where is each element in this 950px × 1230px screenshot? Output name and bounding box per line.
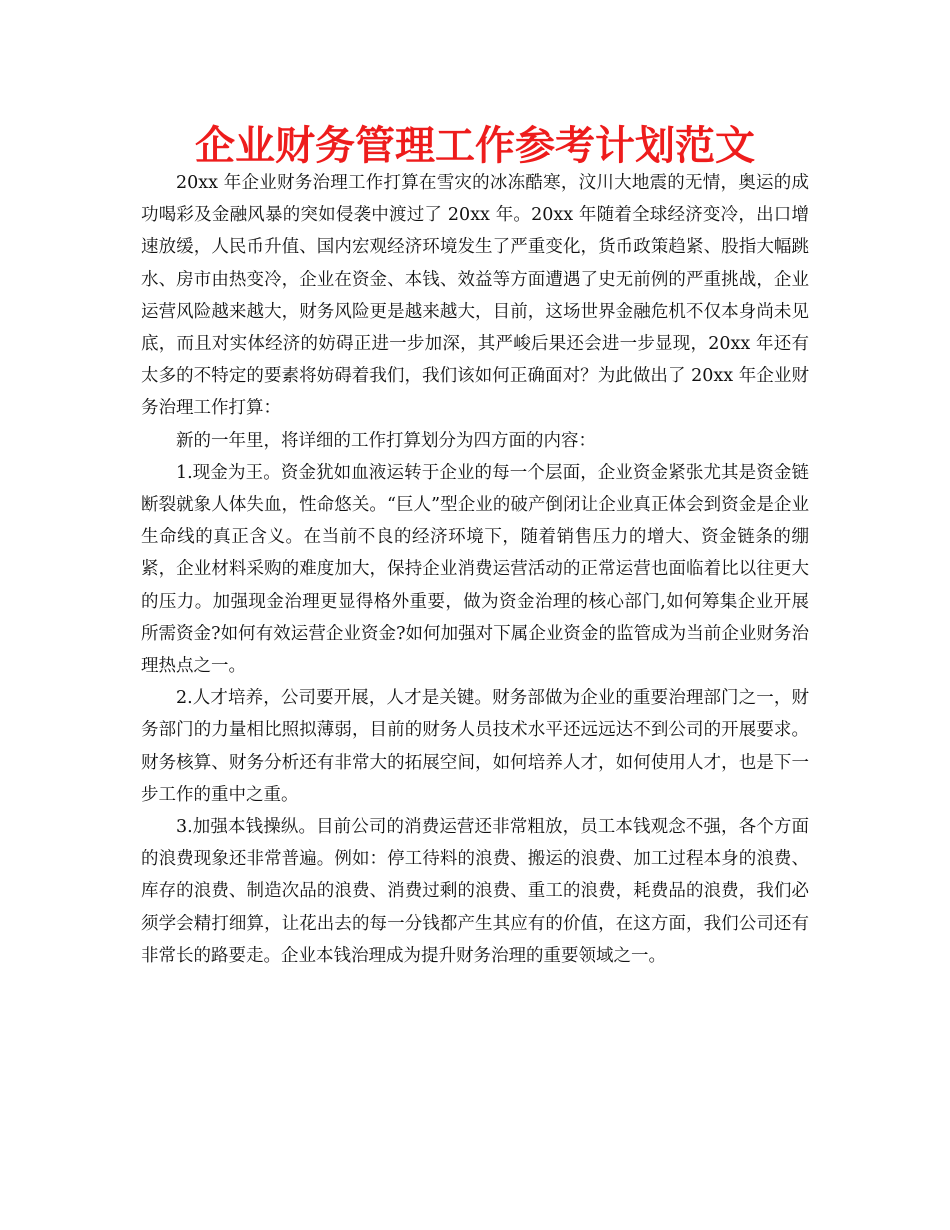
paragraph-overview: 新的一年里，将详细的工作打算划分为四方面的内容：: [176, 430, 596, 451]
document-title: 企业财务管理工作参考计划范文: [195, 123, 755, 169]
paragraph-intro: 20xx 年企业财务治理工作打算在雪灾的冰冻酷寒，汶川大地震的无情，奥运的成功喝彩及金融风暴的突如侵袭中渡过了 20xx 年。20xx 年随着全球经济变冷，出口增速放缓，人民币升值、国内宏观经济环境发生了严重变化，货币政策趋紧、股指大幅跳水、房市由热变冷，企业在资金、本钱、效益等方面遭遇了史无前例的严重挑战，企业运营风险越来越大，财务风险更是越来越大，目前，这场世界金融危机不仅本身尚未见底，而且对实体经济的妨碍正进一步加深，其严峻后果还会进一步显现，20xx 年还有太多的不特定的要素将妨碍着我们，我们该如何正确面对？为此做出了 20xx 年企业财务治理工作打算：: [141, 173, 809, 419]
paragraph-cost-control: 3.加强本钱操纵。目前公司的消费运营还非常粗放，员工本钱观念不强，各个方面的浪费现象还非常普遍。例如：停工待料的浪费、搬运的浪费、加工过程本身的浪费、库存的浪费、制造次品的浪费、消费过剩的浪费、重工的浪费，耗费品的浪费，我们必须学会精打细算，让花出去的每一分钱都产生其应有的价值，在这方面，我们公司还有非常长的路要走。企业本钱治理成为提升财务治理的重要领域之一。: [141, 817, 809, 966]
document-body: [141, 167, 809, 972]
paragraph-cash: 1.现金为王。资金犹如血液运转于企业的每一个层面，企业资金紧张尤其是资金链断裂就象人体失血，性命悠关。“巨人”型企业的破产倒闭让企业真正体会到资金是企业生命线的真正含义。在当前不良的经济环境下，随着销售压力的增大、资金链条的绷紧，企业材料采购的难度加大，保持企业消费运营活动的正常运营也面临着比以往更大的压力。加强现金治理更显得格外重要，做为资金治理的核心部门,如何筹集企业开展所需资金?如何有效运营企业资金?如何加强对下属企业资金的监管成为当前企业财务治理热点之一。: [141, 462, 809, 677]
paragraph-talent: 2.人才培养，公司要开展，人才是关键。财务部做为企业的重要治理部门之一，财务部门的力量相比照拟薄弱，目前的财务人员技术水平还远远达不到公司的开展要求。财务核算、财务分析还有非常大的拓展空间，如何培养人才，如何使用人才，也是下一步工作的重中之重。: [141, 688, 809, 805]
